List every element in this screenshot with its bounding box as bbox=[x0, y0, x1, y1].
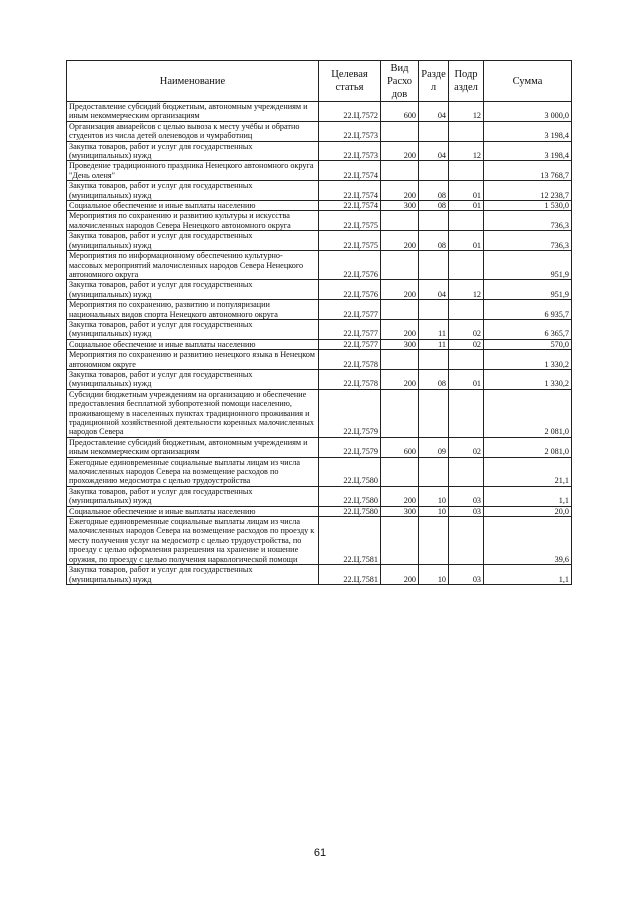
row-name: Ежегодные единовременные социальные выплаты лицам из числа малочисленных народов Севера на возмещение расходов по проезду к месту получения услуг на медосмотр с целью трудоустройства, по проезду с целью оформления разрешения на хранение и ношение оружия, по проезду с целью получения наркологической помощи bbox=[67, 517, 319, 565]
row-summa: 6 935,7 bbox=[484, 300, 572, 320]
row-name: Проведение традиционного праздника Ненецкого автономного округа "День оленя" bbox=[67, 161, 319, 181]
row-podrazdel bbox=[449, 161, 484, 181]
row-vid: 200 bbox=[381, 319, 419, 339]
row-summa: 736,3 bbox=[484, 231, 572, 251]
row-name: Закупка товаров, работ и услуг для государственных (муниципальных) нужд bbox=[67, 181, 319, 201]
row-razdel: 08 bbox=[419, 181, 449, 201]
row-summa: 1 530,0 bbox=[484, 201, 572, 211]
row-podrazdel bbox=[449, 389, 484, 437]
row-podrazdel: 02 bbox=[449, 437, 484, 457]
row-podrazdel: 02 bbox=[449, 339, 484, 349]
row-summa: 3 198,4 bbox=[484, 121, 572, 141]
row-summa: 39,6 bbox=[484, 517, 572, 565]
row-podrazdel bbox=[449, 457, 484, 486]
row-article: 22.Ц.7572 bbox=[319, 102, 381, 122]
table-row bbox=[67, 141, 572, 161]
table-row bbox=[67, 319, 572, 339]
row-article: 22.Ц.7574 bbox=[319, 161, 381, 181]
row-article: 22.Ц.7573 bbox=[319, 141, 381, 161]
table-row bbox=[67, 181, 572, 201]
row-razdel: 09 bbox=[419, 437, 449, 457]
row-summa: 12 238,7 bbox=[484, 181, 572, 201]
row-summa: 951,9 bbox=[484, 251, 572, 280]
row-summa: 2 081,0 bbox=[484, 437, 572, 457]
row-article: 22.Ц.7580 bbox=[319, 486, 381, 506]
row-name: Закупка товаров, работ и услуг для государственных (муниципальных) нужд bbox=[67, 486, 319, 506]
row-vid: 300 bbox=[381, 201, 419, 211]
row-razdel bbox=[419, 251, 449, 280]
row-name: Социальное обеспечение и иные выплаты населению bbox=[67, 506, 319, 516]
row-razdel bbox=[419, 389, 449, 437]
row-name: Закупка товаров, работ и услуг для государственных (муниципальных) нужд bbox=[67, 369, 319, 389]
row-article: 22.Ц.7575 bbox=[319, 231, 381, 251]
row-summa: 2 081,0 bbox=[484, 389, 572, 437]
row-razdel: 11 bbox=[419, 319, 449, 339]
row-razdel: 04 bbox=[419, 141, 449, 161]
row-name: Ежегодные единовременные социальные выплаты лицам из числа малочисленных народов Севера на возмещение расходов по прохождению медосмотра с целью трудоустройства bbox=[67, 457, 319, 486]
row-razdel: 08 bbox=[419, 369, 449, 389]
row-article: 22.Ц.7578 bbox=[319, 369, 381, 389]
row-vid: 200 bbox=[381, 181, 419, 201]
row-podrazdel bbox=[449, 300, 484, 320]
table-row bbox=[67, 339, 572, 349]
row-podrazdel: 01 bbox=[449, 369, 484, 389]
budget-table bbox=[66, 60, 572, 585]
row-vid bbox=[381, 457, 419, 486]
row-summa: 1,1 bbox=[484, 486, 572, 506]
row-article: 22.Ц.7580 bbox=[319, 457, 381, 486]
row-summa: 3 198,4 bbox=[484, 141, 572, 161]
row-razdel: 10 bbox=[419, 506, 449, 516]
row-summa: 1,1 bbox=[484, 565, 572, 585]
table-row bbox=[67, 280, 572, 300]
table-header-row bbox=[67, 61, 572, 102]
header-vid: Вид Расхо дов bbox=[381, 61, 419, 102]
row-razdel bbox=[419, 517, 449, 565]
row-podrazdel bbox=[449, 211, 484, 231]
row-article: 22.Ц.7581 bbox=[319, 517, 381, 565]
row-name: Закупка товаров, работ и услуг для государственных (муниципальных) нужд bbox=[67, 319, 319, 339]
row-summa: 13 768,7 bbox=[484, 161, 572, 181]
row-podrazdel: 12 bbox=[449, 280, 484, 300]
row-name: Закупка товаров, работ и услуг для государственных (муниципальных) нужд bbox=[67, 280, 319, 300]
table-row bbox=[67, 102, 572, 122]
row-summa: 3 000,0 bbox=[484, 102, 572, 122]
row-podrazdel bbox=[449, 350, 484, 370]
row-vid: 200 bbox=[381, 280, 419, 300]
row-podrazdel: 01 bbox=[449, 181, 484, 201]
row-name: Мероприятия по сохранению, развитию и популяризации национальных видов спорта Ненецкого автономного округа bbox=[67, 300, 319, 320]
row-vid bbox=[381, 251, 419, 280]
row-name: Предоставление субсидий бюджетным, автономным учреждениям и иным некоммерческим организациям bbox=[67, 437, 319, 457]
row-summa: 570,0 bbox=[484, 339, 572, 349]
row-name: Мероприятия по сохранению и развитию ненецкого языка в Ненецком автономном округе bbox=[67, 350, 319, 370]
table-row bbox=[67, 201, 572, 211]
row-podrazdel: 03 bbox=[449, 565, 484, 585]
row-name: Закупка товаров, работ и услуг для государственных (муниципальных) нужд bbox=[67, 141, 319, 161]
row-razdel bbox=[419, 300, 449, 320]
row-razdel: 08 bbox=[419, 231, 449, 251]
row-podrazdel: 01 bbox=[449, 201, 484, 211]
row-summa: 6 365,7 bbox=[484, 319, 572, 339]
row-vid: 200 bbox=[381, 231, 419, 251]
row-razdel: 10 bbox=[419, 486, 449, 506]
row-vid: 600 bbox=[381, 437, 419, 457]
table-row bbox=[67, 486, 572, 506]
row-vid bbox=[381, 350, 419, 370]
header-razdel: Разде л bbox=[419, 61, 449, 102]
row-name: Субсидии бюджетным учреждениям на организацию и обеспечение предоставления бесплатной зубопротезной помощи населению, проживающему в населенных пунктах традиционного проживания и традиционной хозяйственной деятельности коренных малочисленных народов Севера bbox=[67, 389, 319, 437]
row-article: 22.Ц.7574 bbox=[319, 181, 381, 201]
row-article: 22.Ц.7579 bbox=[319, 389, 381, 437]
header-podrazdel: Подр аздел bbox=[449, 61, 484, 102]
row-razdel: 10 bbox=[419, 565, 449, 585]
row-article: 22.Ц.7576 bbox=[319, 251, 381, 280]
row-podrazdel bbox=[449, 121, 484, 141]
header-name: Наименование bbox=[67, 61, 319, 102]
table-row bbox=[67, 389, 572, 437]
row-article: 22.Ц.7577 bbox=[319, 319, 381, 339]
row-summa: 1 330,2 bbox=[484, 350, 572, 370]
row-razdel: 11 bbox=[419, 339, 449, 349]
row-podrazdel: 03 bbox=[449, 486, 484, 506]
row-podrazdel bbox=[449, 517, 484, 565]
row-article: 22.Ц.7574 bbox=[319, 201, 381, 211]
row-name: Предоставление субсидий бюджетным, автономным учреждениям и иным некоммерческим организациям bbox=[67, 102, 319, 122]
row-razdel: 04 bbox=[419, 280, 449, 300]
row-vid bbox=[381, 300, 419, 320]
row-vid: 200 bbox=[381, 565, 419, 585]
row-summa: 736,3 bbox=[484, 211, 572, 231]
row-summa: 1 330,2 bbox=[484, 369, 572, 389]
table-row bbox=[67, 300, 572, 320]
header-article: Целевая статья bbox=[319, 61, 381, 102]
row-podrazdel: 12 bbox=[449, 102, 484, 122]
row-razdel: 04 bbox=[419, 102, 449, 122]
row-summa: 20,0 bbox=[484, 506, 572, 516]
row-article: 22.Ц.7577 bbox=[319, 339, 381, 349]
table-row bbox=[67, 161, 572, 181]
row-razdel bbox=[419, 161, 449, 181]
table-row bbox=[67, 251, 572, 280]
row-name: Социальное обеспечение и иные выплаты населению bbox=[67, 339, 319, 349]
row-vid: 200 bbox=[381, 369, 419, 389]
row-article: 22.Ц.7573 bbox=[319, 121, 381, 141]
row-summa: 951,9 bbox=[484, 280, 572, 300]
row-vid bbox=[381, 161, 419, 181]
row-vid: 200 bbox=[381, 486, 419, 506]
row-podrazdel: 01 bbox=[449, 231, 484, 251]
table-row bbox=[67, 437, 572, 457]
row-name: Закупка товаров, работ и услуг для государственных (муниципальных) нужд bbox=[67, 231, 319, 251]
row-name: Организация авиарейсов с целью вывоза к месту учёбы и обратно студентов из числа детей оленеводов и чумработниц bbox=[67, 121, 319, 141]
row-vid: 200 bbox=[381, 141, 419, 161]
row-vid: 600 bbox=[381, 102, 419, 122]
row-podrazdel bbox=[449, 251, 484, 280]
table-row bbox=[67, 457, 572, 486]
table-row bbox=[67, 506, 572, 516]
row-name: Социальное обеспечение и иные выплаты населению bbox=[67, 201, 319, 211]
row-vid: 300 bbox=[381, 506, 419, 516]
table-row bbox=[67, 565, 572, 585]
row-vid bbox=[381, 121, 419, 141]
table-row bbox=[67, 211, 572, 231]
row-razdel bbox=[419, 350, 449, 370]
row-name: Мероприятия по информационному обеспечению культурно-массовых мероприятий малочисленных народов Севера Ненецкого автономного округа bbox=[67, 251, 319, 280]
row-razdel bbox=[419, 211, 449, 231]
row-name: Мероприятия по сохранению и развитию культуры и искусства малочисленных народов Севера Ненецкого автономного округа bbox=[67, 211, 319, 231]
page-number: 61 bbox=[313, 847, 327, 859]
row-summa: 21,1 bbox=[484, 457, 572, 486]
table-row bbox=[67, 350, 572, 370]
table-row bbox=[67, 231, 572, 251]
row-razdel bbox=[419, 457, 449, 486]
row-vid bbox=[381, 517, 419, 565]
row-podrazdel: 02 bbox=[449, 319, 484, 339]
row-article: 22.Ц.7576 bbox=[319, 280, 381, 300]
header-summa: Сумма bbox=[484, 61, 572, 102]
row-article: 22.Ц.7581 bbox=[319, 565, 381, 585]
table-row bbox=[67, 517, 572, 565]
row-vid bbox=[381, 389, 419, 437]
row-vid bbox=[381, 211, 419, 231]
row-razdel: 08 bbox=[419, 201, 449, 211]
row-podrazdel: 03 bbox=[449, 506, 484, 516]
row-article: 22.Ц.7577 bbox=[319, 300, 381, 320]
row-razdel bbox=[419, 121, 449, 141]
row-vid: 300 bbox=[381, 339, 419, 349]
row-article: 22.Ц.7580 bbox=[319, 506, 381, 516]
table-row bbox=[67, 369, 572, 389]
row-article: 22.Ц.7575 bbox=[319, 211, 381, 231]
row-article: 22.Ц.7578 bbox=[319, 350, 381, 370]
row-article: 22.Ц.7579 bbox=[319, 437, 381, 457]
row-name: Закупка товаров, работ и услуг для государственных (муниципальных) нужд bbox=[67, 565, 319, 585]
table-row bbox=[67, 121, 572, 141]
row-podrazdel: 12 bbox=[449, 141, 484, 161]
